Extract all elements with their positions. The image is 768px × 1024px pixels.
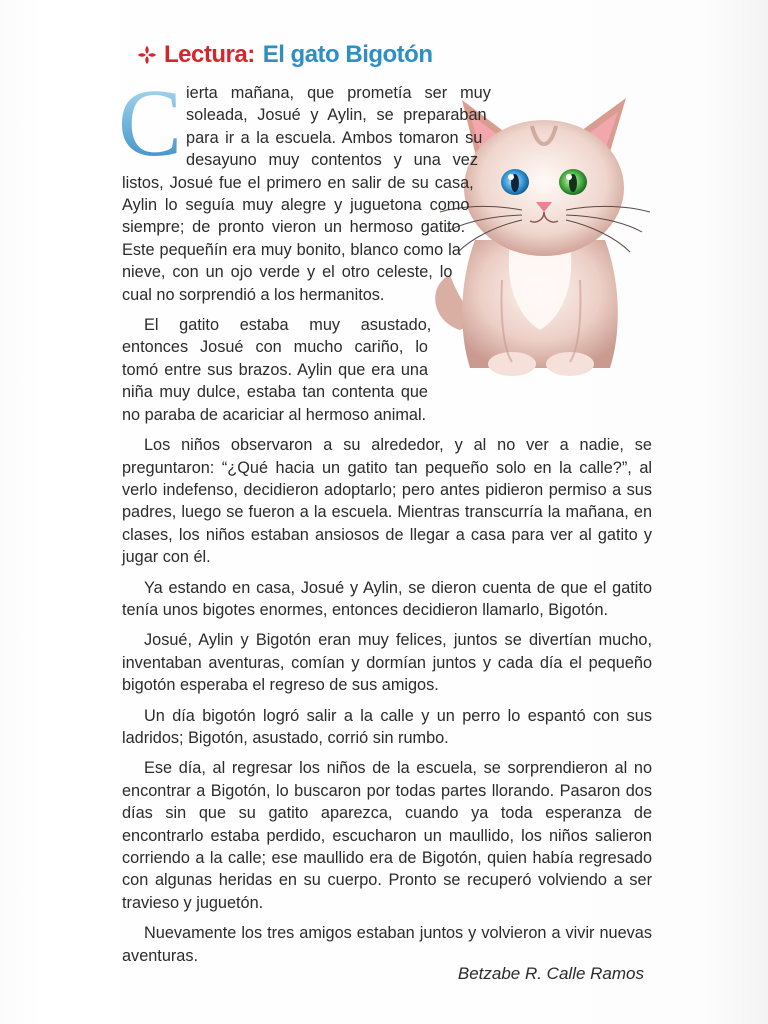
four-petal-ornament-icon [136,44,158,66]
story-text [118,69,652,967]
drop-cap: C [118,69,183,176]
story-paragraph-3: Los niños observaron a su alrededor, y al no ver a nadie, se preguntaron: “¿Qué hacia un gatito tan pequeño solo en la calle?”, al verlo indefenso, decidieron adoptarlo; pero antes pidieron permiso a sus padres, luego se fueron a la escuela. Mientras transcurría la mañana, en clases, los niños estaban ansiosos de llegar a casa para ver al gatito y jugar con él. [122,436,652,567]
reading-title: El gato Bigotón [262,41,433,68]
story-paragraph-6: Un día bigotón logró salir a la calle y un perro lo espantó con sus ladridos; Bigotón, asustado, corrió sin rumbo. [122,706,652,747]
story-paragraph-1-text: ierta mañana, que prometía ser muy soleada, Josué y Aylin, se preparaban para ir a la escuela. Ambos tomaron su desayuno muy contentos y una vez listos, Josué fue el primero en salir de su casa, Aylin lo seguía muy alegre y juguetona como siempre; de pronto vieron un hermoso gatito. Este pequeñín era muy bonito, blanco como la nieve, con un ojo verde y el otro celeste, lo cual no sorprendió a los hermanitos. [122,84,491,304]
story-paragraph-5: Josué, Aylin y Bigotón eran muy felices, juntos se divertían mucho, inventaban aventuras, comían y dormían juntos y cada día el pequeño bigotón esperaba el regreso de sus amigos. [122,631,652,695]
reading-label: Lectura: [164,41,255,68]
story-paragraph-8: Nuevamente los tres amigos estaban juntos y volvieron a vivir nuevas aventuras. [122,924,652,965]
story-paragraph-4: Ya estando en casa, Josué y Aylin, se dieron cuenta de que el gatito tenía unos bigotes enormes, entonces decidieron llamarlo, Bigotón. [122,578,652,619]
story-paragraph-7: Ese día, al regresar los niños de la escuela, se sorprendieron al no encontrar a Bigotón, lo buscaron por todas partes llorando. Pasaron dos días sin que su gatito aparezca, cuando ya toda esperanza de encontrarlo estaba perdido, escucharon un maullido, los niños salieron corriendo a la calle; ese maullido era de Bigotón, quien había regresado con algunas heridas en su cuerpo. Pronto se recuperó volviendo a ser travieso y juguetón. [122,759,652,912]
reading-heading [136,38,433,72]
story-paragraph-2: El gatito estaba muy asustado, entonces Josué con mucho cariño, lo tomó entre sus brazos. Aylin que era una niña muy dulce, estaba tan contenta que no paraba de acariciar al hermoso animal. [122,316,432,424]
story-author: Betzabe R. Calle Ramos [457,964,644,983]
page-edge [0,0,40,1024]
